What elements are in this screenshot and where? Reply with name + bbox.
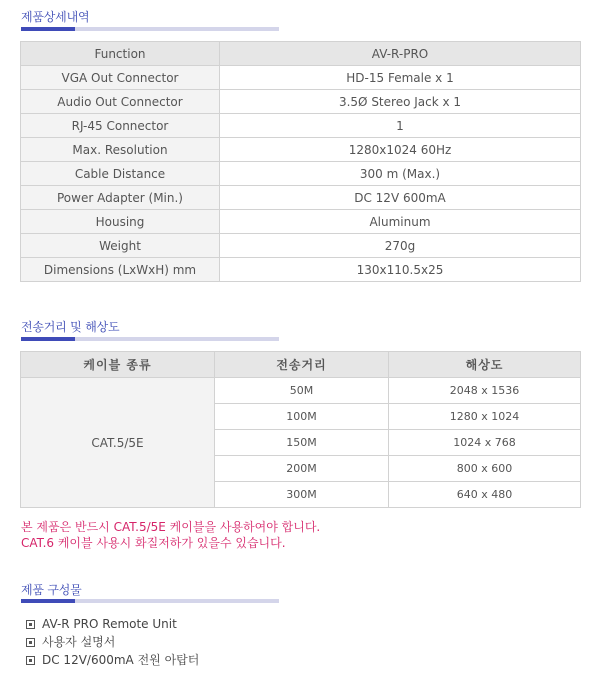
spec-header-value: AV-R-PRO xyxy=(220,42,581,66)
spec-section-title: 제품상세내역 xyxy=(21,10,90,24)
components-title-bar xyxy=(21,599,279,603)
spec-row xyxy=(21,90,581,114)
square-bullet-icon xyxy=(26,638,35,647)
spec-row-value: DC 12V 600mA xyxy=(220,186,581,210)
resolution-cell: 1280 x 1024 xyxy=(389,404,581,430)
resolution-cell: 2048 x 1536 xyxy=(389,378,581,404)
spec-row xyxy=(21,258,581,282)
spec-table-header-row xyxy=(21,42,581,66)
component-item xyxy=(26,615,199,633)
resolution-cell: 1024 x 768 xyxy=(389,430,581,456)
cable-type-cell: CAT.5/5E xyxy=(21,378,215,508)
cable-type-header: 케이블 종류 xyxy=(21,352,215,378)
spec-header-label: Function xyxy=(21,42,220,66)
components-list xyxy=(26,615,199,669)
distance-row xyxy=(21,378,581,404)
spec-row-label: RJ-45 Connector xyxy=(21,114,220,138)
spec-title-bar xyxy=(21,27,279,31)
spec-row-label: Cable Distance xyxy=(21,162,220,186)
spec-row xyxy=(21,210,581,234)
spec-row xyxy=(21,162,581,186)
component-label: 사용자 설명서 xyxy=(42,635,116,649)
resolution-cell: 640 x 480 xyxy=(389,482,581,508)
spec-row xyxy=(21,114,581,138)
spec-row-label: Power Adapter (Min.) xyxy=(21,186,220,210)
cable-notice-line: CAT.6 케이블 사용시 화질저하가 있을수 있습니다. xyxy=(21,536,286,550)
spec-row-value: 1 xyxy=(220,114,581,138)
distance-section-title: 전송거리 및 해상도 xyxy=(21,320,120,334)
cable-notice-line: 본 제품은 반드시 CAT.5/5E 케이블을 사용하여야 합니다. xyxy=(21,520,321,534)
spec-row-label: Audio Out Connector xyxy=(21,90,220,114)
component-label: DC 12V/600mA 전원 아탑터 xyxy=(42,653,200,667)
square-bullet-icon xyxy=(26,620,35,629)
spec-row-label: Housing xyxy=(21,210,220,234)
distance-table xyxy=(20,351,581,508)
spec-row-value: 300 m (Max.) xyxy=(220,162,581,186)
spec-row-value: 1280x1024 60Hz xyxy=(220,138,581,162)
spec-row-value: 3.5Ø Stereo Jack x 1 xyxy=(220,90,581,114)
distance-title-bar xyxy=(21,337,279,341)
components-section-title: 제품 구성물 xyxy=(21,583,82,597)
spec-row-label: Weight xyxy=(21,234,220,258)
component-item xyxy=(26,651,199,669)
resolution-cell: 800 x 600 xyxy=(389,456,581,482)
spec-row-value: 270g xyxy=(220,234,581,258)
cable-notice xyxy=(21,519,320,551)
spec-row-label: Max. Resolution xyxy=(21,138,220,162)
component-item xyxy=(26,633,199,651)
spec-row-value: 130x110.5x25 xyxy=(220,258,581,282)
spec-row xyxy=(21,186,581,210)
spec-row xyxy=(21,66,581,90)
spec-row-value: HD-15 Female x 1 xyxy=(220,66,581,90)
square-bullet-icon xyxy=(26,656,35,665)
spec-table xyxy=(20,41,581,282)
distance-cell: 150M xyxy=(215,430,389,456)
distance-cell: 200M xyxy=(215,456,389,482)
distance-cell: 300M xyxy=(215,482,389,508)
spec-row-label: VGA Out Connector xyxy=(21,66,220,90)
spec-row xyxy=(21,138,581,162)
spec-row-label: Dimensions (LxWxH) mm xyxy=(21,258,220,282)
resolution-header: 해상도 xyxy=(389,352,581,378)
component-label: AV-R PRO Remote Unit xyxy=(42,617,177,631)
spec-row-value: Aluminum xyxy=(220,210,581,234)
spec-row xyxy=(21,234,581,258)
distance-cell: 50M xyxy=(215,378,389,404)
distance-header: 전송거리 xyxy=(215,352,389,378)
distance-cell: 100M xyxy=(215,404,389,430)
distance-table-header-row xyxy=(21,352,581,378)
